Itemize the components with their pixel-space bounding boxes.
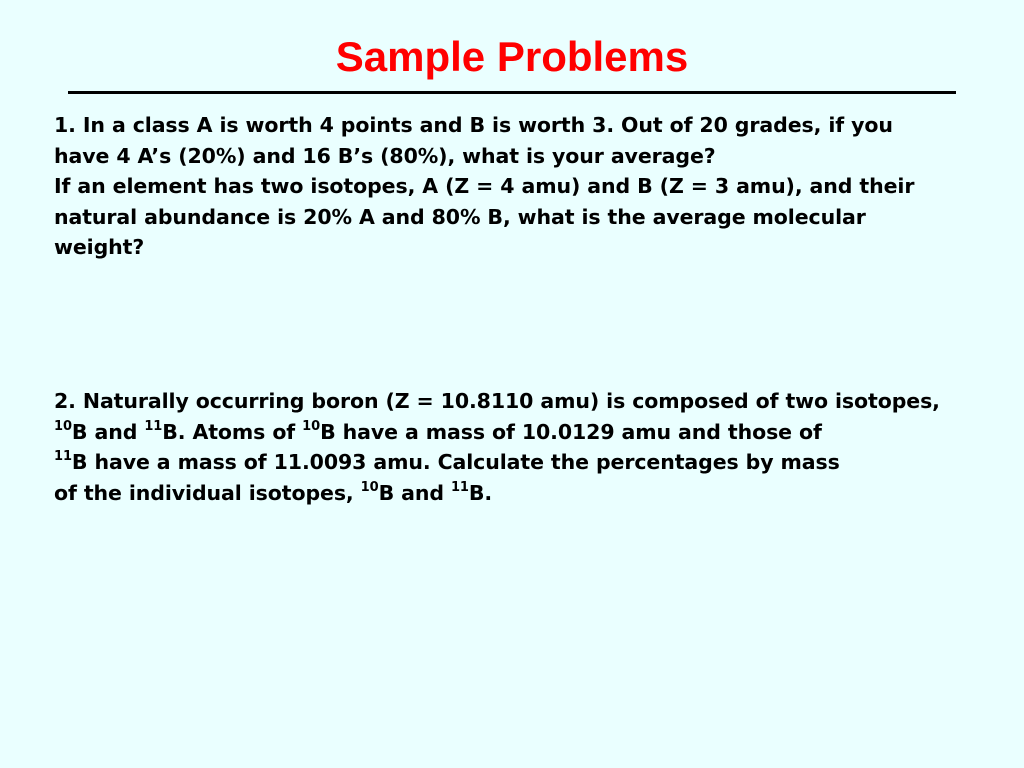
text-segment: B have a mass of 10.0129 amu and those of xyxy=(320,419,822,444)
problem-2-line-3 xyxy=(54,447,1014,478)
text-segment: of the individual isotopes, xyxy=(54,480,361,505)
title-divider xyxy=(68,91,956,94)
text-segment: B have a mass of 11.0093 amu. Calculate the percentages by mass xyxy=(71,450,840,474)
problem-1-line: natural abundance is 20% A and 80% B, what is the average molecular xyxy=(54,204,866,229)
problem-1-line: 1. In a class A is worth 4 points and B is worth 3. Out of 20 grades, if you xyxy=(54,113,893,137)
problem-1-line: have 4 A’s (20%) and 16 B’s (80%), what is your average? xyxy=(54,143,716,168)
isotope-mass-number: 11 xyxy=(450,479,469,495)
problem-2-line-1: 2. Naturally occurring boron (Z = 10.8110 amu) is composed of two isotopes, xyxy=(54,389,940,413)
isotope-mass-number: 10 xyxy=(302,418,321,434)
problem-1 xyxy=(54,110,1014,263)
text-segment: B. xyxy=(468,480,493,505)
problem-2-line-2 xyxy=(54,417,1014,448)
problem-1-line: If an element has two isotopes, A (Z = 4 amu) and B (Z = 3 amu), and their xyxy=(54,174,915,198)
problem-1-line: weight? xyxy=(54,235,145,259)
isotope-mass-number: 11 xyxy=(54,449,72,465)
problem-2 xyxy=(54,386,1014,508)
slide-title: Sample Problems xyxy=(335,33,689,80)
isotope-mass-number: 10 xyxy=(54,418,72,434)
isotope-mass-number: 10 xyxy=(360,479,379,495)
text-segment: B and xyxy=(71,419,145,444)
isotope-mass-number: 11 xyxy=(144,418,163,434)
text-segment: B and xyxy=(378,480,451,505)
problem-2-line-4 xyxy=(54,478,1014,509)
text-segment: B. Atoms of xyxy=(162,419,303,444)
